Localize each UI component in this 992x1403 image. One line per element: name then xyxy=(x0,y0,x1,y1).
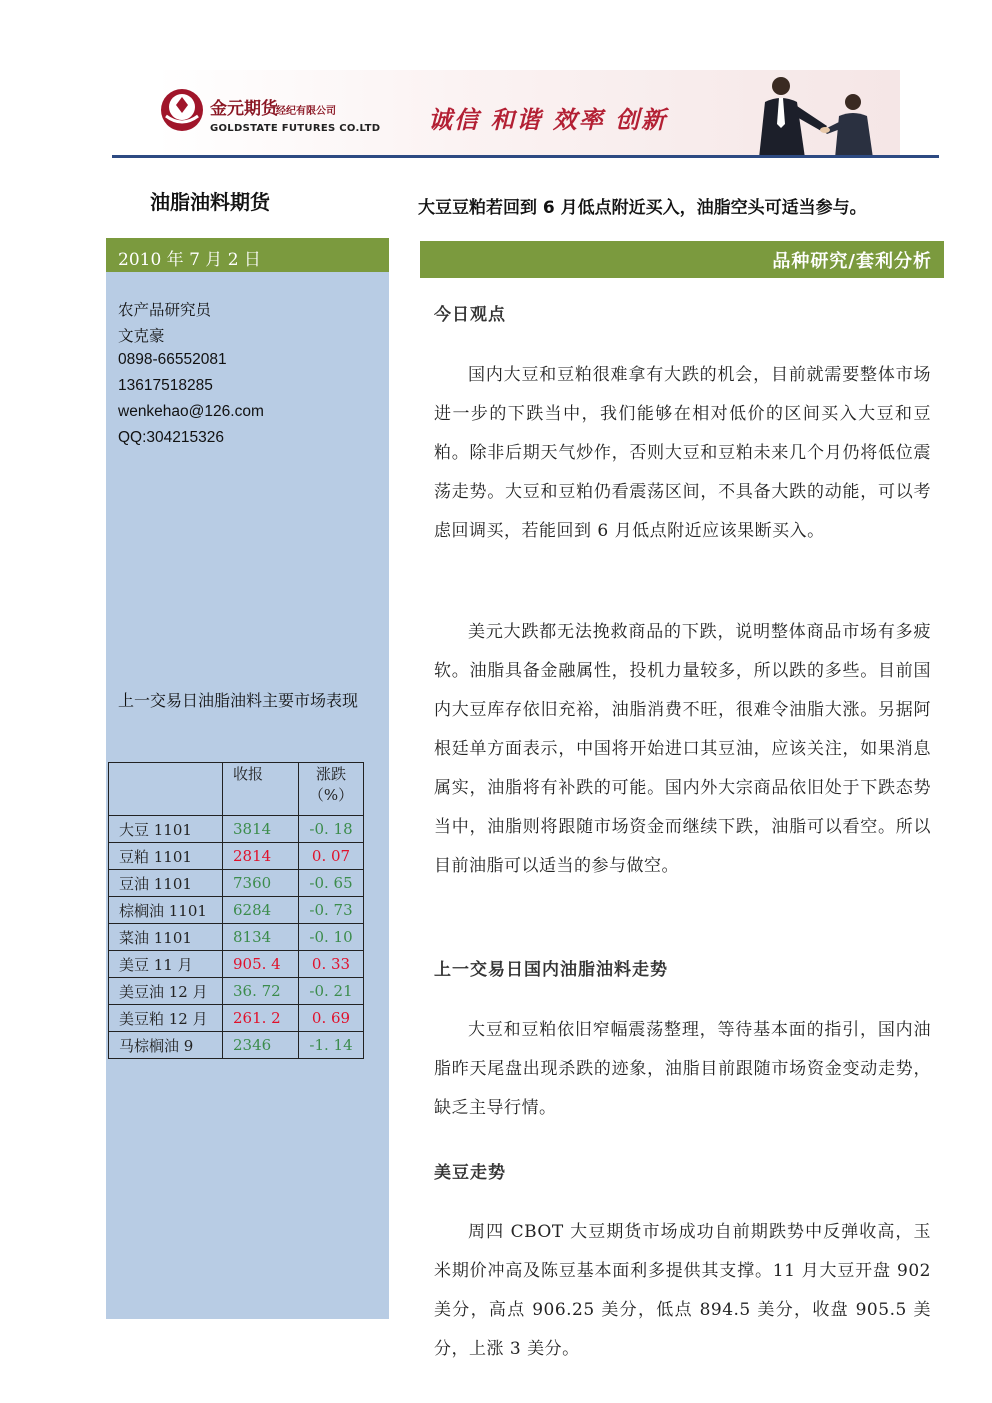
row-change: -1. 14 xyxy=(299,1032,364,1059)
table-row xyxy=(109,870,364,897)
analyst-phone: 0898-66552081 xyxy=(118,351,227,368)
row-close: 261. 2 xyxy=(223,1005,299,1032)
analyst-email: wenkehao@126.com xyxy=(118,403,264,420)
row-name: 马棕榈油 9 xyxy=(109,1032,223,1059)
paragraph: 国内大豆和豆粕很难拿有大跌的机会，目前就需要整体市场进一步的下跌当中，我们能够在相对低价的区间买入大豆和豆粕。除非后期天气炒作，否则大豆和豆粕未来几个月仍将低位震荡走势。大豆和豆粕仍看震荡区间，不具备大跌的动能，可以考虑回调买，若能回到 6 月低点附近应该果断买入。 xyxy=(434,365,931,541)
table-row xyxy=(109,843,364,870)
analyst-qq: QQ:304215326 xyxy=(118,429,225,446)
row-close: 3814 xyxy=(223,816,299,843)
market-table xyxy=(108,762,364,1059)
report-headline: 大豆豆粕若回到 6 月低点附近买入，油脂空头可适当参与。 xyxy=(418,198,867,218)
paragraph: 大豆和豆粕依旧窄幅震荡整理，等待基本面的指引，国内油脂昨天尾盘出现杀跌的迹象，油脂目前跟随市场资金变动走势，缺乏主导行情。 xyxy=(434,1020,931,1118)
header-close-label: 收报 xyxy=(233,765,264,783)
table-row xyxy=(109,816,364,843)
row-change: 0. 69 xyxy=(299,1005,364,1032)
table-row xyxy=(109,1005,364,1032)
row-name: 豆粕 1101 xyxy=(109,843,223,870)
row-close: 905. 4 xyxy=(223,951,299,978)
row-name: 美豆油 12 月 xyxy=(109,978,223,1005)
section-heading: 上一交易日国内油脂油料走势 xyxy=(434,960,668,980)
company-slogan: 诚信 和谐 效率 创新 xyxy=(428,106,668,134)
report-date: 2010 年 7 月 2 日 xyxy=(118,250,261,270)
row-change: -0. 18 xyxy=(299,816,364,843)
row-change: 0. 33 xyxy=(299,951,364,978)
table-header-cell xyxy=(109,763,223,816)
handshake-illustration-icon xyxy=(735,72,895,158)
row-close: 6284 xyxy=(223,897,299,924)
row-change: -0. 65 xyxy=(299,870,364,897)
row-close: 7360 xyxy=(223,870,299,897)
table-row xyxy=(109,897,364,924)
market-table-title: 上一交易日油脂油料主要市场表现 xyxy=(118,691,359,710)
table-header-cell xyxy=(299,763,364,816)
table-row xyxy=(109,951,364,978)
row-name: 美豆粕 12 月 xyxy=(109,1005,223,1032)
paragraph: 周四 CBOT 大豆期货市场成功自前期跌势中反弹收高，玉米期价冲高及陈豆基本面利多提供其支撑。11 月大豆开盘 902 美分，高点 906.25 美分，低点 894.5 美分，收盘 905.5 美分，上涨 3 美分。 xyxy=(434,1222,931,1359)
category-tag: 品种研究/套利分析 xyxy=(772,251,932,272)
row-change: 0. 07 xyxy=(299,843,364,870)
table-row xyxy=(109,924,364,951)
company-name-cn: 金元期货 xyxy=(210,99,278,119)
paragraph: 美元大跌都无法挽救商品的下跌，说明整体商品市场有多疲软。油脂具备金融属性，投机力量较多，所以跌的多些。目前国内大豆库存依旧充裕，油脂消费不旺，很难令油脂大涨。另据阿根廷单方面表示，中国将开始进口其豆油，应该关注，如果消息属实，油脂将有补跌的可能。国内外大宗商品依旧处于下跌态势当中，油脂则将跟随市场资金而继续下跌，油脂可以看空。所以目前油脂可以适当的参与做空。 xyxy=(434,622,931,876)
company-name-cn-suffix: 经纪有限公司 xyxy=(276,106,336,117)
row-close: 36. 72 xyxy=(223,978,299,1005)
row-name: 大豆 1101 xyxy=(109,816,223,843)
company-logo-icon xyxy=(160,88,204,132)
row-change: -0. 10 xyxy=(299,924,364,951)
row-name: 豆油 1101 xyxy=(109,870,223,897)
analyst-role: 农产品研究员 xyxy=(118,301,212,319)
header-divider xyxy=(112,155,939,158)
header-change-label: 涨跌 xyxy=(315,765,346,783)
table-header-row xyxy=(109,763,364,816)
table-row xyxy=(109,978,364,1005)
row-close: 8134 xyxy=(223,924,299,951)
row-close: 2814 xyxy=(223,843,299,870)
table-row xyxy=(109,1032,364,1059)
report-category-title: 油脂油料期货 xyxy=(150,190,270,214)
row-change: -0. 21 xyxy=(299,978,364,1005)
header-percent-label: （%） xyxy=(308,786,354,804)
row-name: 菜油 1101 xyxy=(109,924,223,951)
row-change: -0. 73 xyxy=(299,897,364,924)
section-heading: 今日观点 xyxy=(434,305,506,325)
row-name: 棕榈油 1101 xyxy=(109,897,223,924)
analyst-name: 文克豪 xyxy=(118,327,165,345)
table-header-cell xyxy=(223,763,299,816)
row-name: 美豆 11 月 xyxy=(109,951,223,978)
analyst-mobile: 13617518285 xyxy=(118,377,213,394)
company-name-en: GOLDSTATE FUTURES CO.LTD xyxy=(210,123,381,134)
row-close: 2346 xyxy=(223,1032,299,1059)
section-heading: 美豆走势 xyxy=(434,1163,506,1183)
